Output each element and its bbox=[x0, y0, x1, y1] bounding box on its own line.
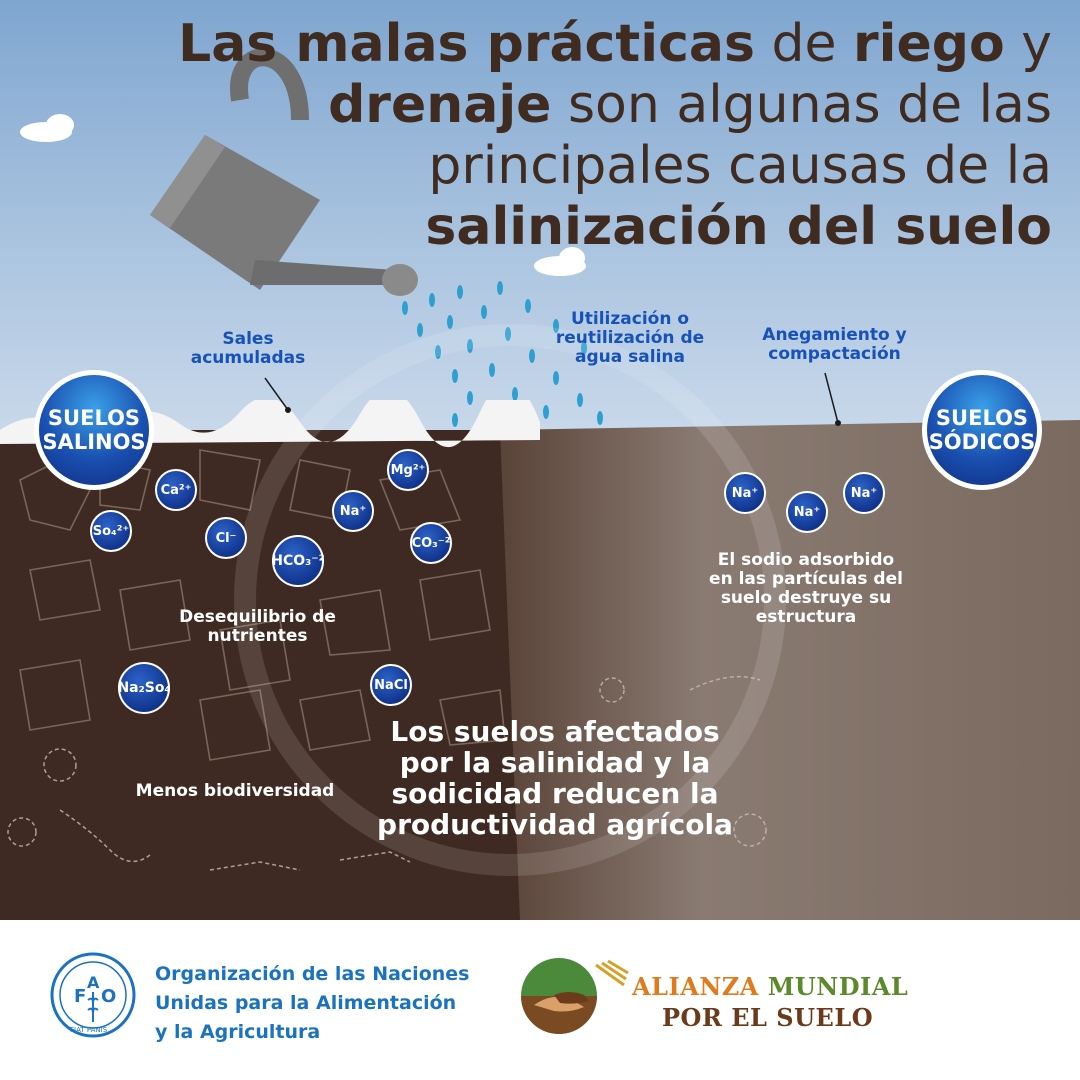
ion-na2so4: Na₂So₄ bbox=[118, 662, 170, 714]
fao-logo-icon bbox=[48, 950, 138, 1040]
label-agua-salina: Utilización o reutilización de agua salina bbox=[555, 309, 705, 367]
ion-so4: So₄²⁺ bbox=[90, 510, 132, 552]
pointer-anegamiento bbox=[820, 368, 850, 428]
title-bold-b: riego bbox=[853, 14, 1005, 74]
title-line2: son algunas de las bbox=[551, 75, 1052, 135]
title-line2-bold: drenaje bbox=[328, 75, 552, 135]
alianza-globe-logo-icon bbox=[514, 955, 629, 1037]
ion-na-1: Na⁺ bbox=[724, 472, 766, 514]
alianza-word-2: MUNDIAL bbox=[767, 972, 909, 1001]
ion-nacl: NaCl bbox=[370, 664, 412, 706]
title-normal: de bbox=[754, 14, 853, 74]
svg-text:FIAT PANIS: FIAT PANIS bbox=[70, 1026, 108, 1034]
title-line3: principales causas de la bbox=[428, 136, 1052, 196]
title-bold-a: Las malas prácticas bbox=[178, 14, 755, 74]
label-sales-acumuladas: Sales acumuladas bbox=[190, 329, 306, 368]
badge-suelos-sodicos: SUELOS SÓDICOS bbox=[922, 370, 1042, 490]
conclusion-text: Los suelos afectados por la salinidad y la sodicidad reducen la productividad agrícola bbox=[377, 715, 733, 841]
ion-cl: Cl⁻ bbox=[205, 517, 247, 559]
fao-line-1: Organización de las Naciones bbox=[155, 963, 470, 985]
ion-na: Na⁺ bbox=[332, 490, 374, 532]
ion-na-3: Na⁺ bbox=[843, 472, 885, 514]
title-end: y bbox=[1004, 14, 1052, 74]
ion-ca: Ca²⁺ bbox=[155, 469, 197, 511]
svg-text:O: O bbox=[101, 986, 117, 1007]
ion-hco3: HCO₃⁻² bbox=[272, 535, 324, 587]
label-anegamiento: Anegamiento y compactación bbox=[762, 325, 907, 364]
title-line4: salinización del suelo bbox=[425, 197, 1052, 257]
pointer-sales bbox=[260, 370, 300, 420]
page-title bbox=[152, 14, 1052, 258]
alianza-subtitle: POR EL SUELO bbox=[662, 1003, 874, 1032]
svg-text:F: F bbox=[74, 986, 87, 1007]
fao-name bbox=[155, 960, 469, 1047]
ion-mg: Mg²⁺ bbox=[387, 449, 429, 491]
badge-suelos-salinos: SUELOS SALINOS bbox=[34, 370, 154, 490]
alianza-title bbox=[632, 972, 908, 1001]
fao-line-3: y la Agricultura bbox=[155, 1021, 321, 1043]
ion-na-2: Na⁺ bbox=[786, 491, 828, 533]
label-sodio: El sodio adsorbido en las partículas del suelo destruye su estructura bbox=[709, 550, 903, 627]
ion-co3: CO₃⁻² bbox=[410, 522, 452, 564]
label-desequilibrio: Desequilibrio de nutrientes bbox=[179, 607, 336, 646]
label-biodiversidad: Menos biodiversidad bbox=[135, 781, 335, 801]
alianza-word-1: ALIANZA bbox=[632, 972, 759, 1001]
svg-text:A: A bbox=[87, 973, 100, 992]
fao-line-2: Unidas para la Alimentación bbox=[155, 992, 457, 1014]
